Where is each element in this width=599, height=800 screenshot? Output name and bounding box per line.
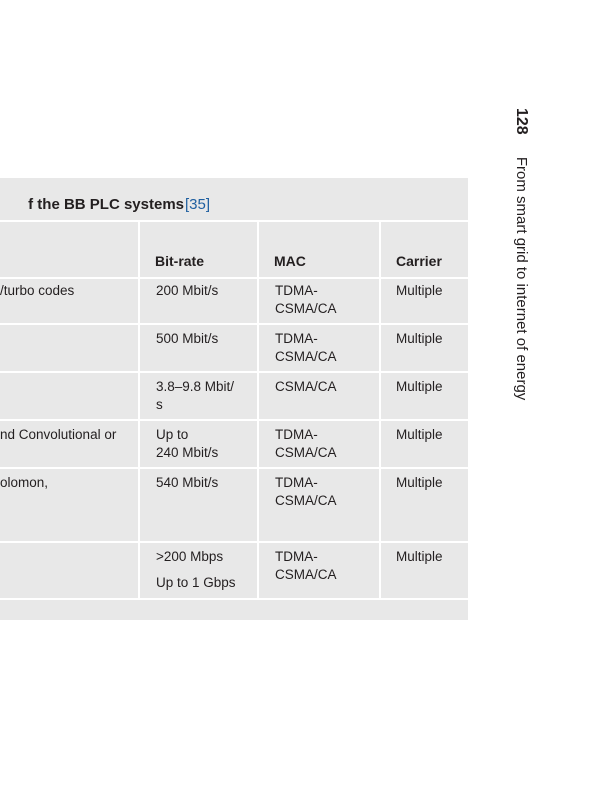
table-row-5-carrier: Multiple (396, 475, 443, 490)
row-divider (0, 541, 468, 543)
bb-plc-table (0, 178, 468, 620)
table-row-6-carrier: Multiple (396, 549, 443, 564)
table-row-6-mac-line1: TDMA- (275, 549, 318, 564)
row-divider (0, 419, 468, 421)
table-row-1-mac-line2: CSMA/CA (275, 301, 337, 316)
table-caption-reference[interactable]: [35] (185, 196, 211, 213)
running-head (499, 108, 539, 408)
table-row-4-carrier: Multiple (396, 427, 443, 442)
book-title: From smart grid to internet of energy (513, 156, 530, 401)
table-row-5-mac-line1: TDMA- (275, 475, 318, 490)
table-row-4-bitrate-line1: Up to (156, 427, 189, 442)
header-rule (0, 277, 468, 279)
table-row-4-mac-line1: TDMA- (275, 427, 318, 442)
table-row-5-coding: olomon, (0, 475, 49, 490)
column-divider (138, 222, 140, 598)
row-divider (0, 467, 468, 469)
table-row-1-carrier: Multiple (396, 283, 443, 298)
row-divider (0, 371, 468, 373)
table-row-2-mac-line1: TDMA- (275, 331, 318, 346)
table-row-2-carrier: Multiple (396, 331, 443, 346)
table-bottom-rule (0, 598, 468, 600)
header-bitrate: Bit-rate (155, 253, 205, 269)
caption-rule (0, 220, 468, 222)
column-divider (257, 222, 259, 598)
table-row-6-bitrate-line2: Up to 1 Gbps (156, 575, 236, 590)
table-caption-text: f the BB PLC systems (28, 196, 184, 213)
table-row-3-carrier: Multiple (396, 379, 443, 394)
header-carrier: Carrier (396, 253, 442, 269)
page-number: 128 (513, 108, 530, 135)
table-row-6-bitrate-line1: >200 Mbps (156, 549, 224, 564)
table-row-2-bitrate: 500 Mbit/s (156, 331, 219, 346)
table-row-1-mac-line1: TDMA- (275, 283, 318, 298)
table-row-1-coding: /turbo codes (0, 283, 75, 298)
header-mac: MAC (274, 253, 306, 269)
table-row-4-coding: nd Convolutional or (0, 427, 117, 442)
table-row-2-mac-line2: CSMA/CA (275, 349, 337, 364)
row-divider (0, 323, 468, 325)
table-row-4-bitrate-line2: 240 Mbit/s (156, 445, 219, 460)
table-row-5-mac-line2: CSMA/CA (275, 493, 337, 508)
table-row-3-mac: CSMA/CA (275, 379, 337, 394)
running-head-text (511, 108, 531, 400)
table-row-4-mac-line2: CSMA/CA (275, 445, 337, 460)
table-row-3-bitrate-line2: s (156, 397, 163, 412)
table-row-5-bitrate: 540 Mbit/s (156, 475, 219, 490)
table-row-3-bitrate-line1: 3.8–9.8 Mbit/ (156, 379, 235, 394)
table-row-6-mac-line2: CSMA/CA (275, 567, 337, 582)
table-caption (0, 196, 468, 218)
column-divider (379, 222, 381, 598)
table-row-1-bitrate: 200 Mbit/s (156, 283, 219, 298)
